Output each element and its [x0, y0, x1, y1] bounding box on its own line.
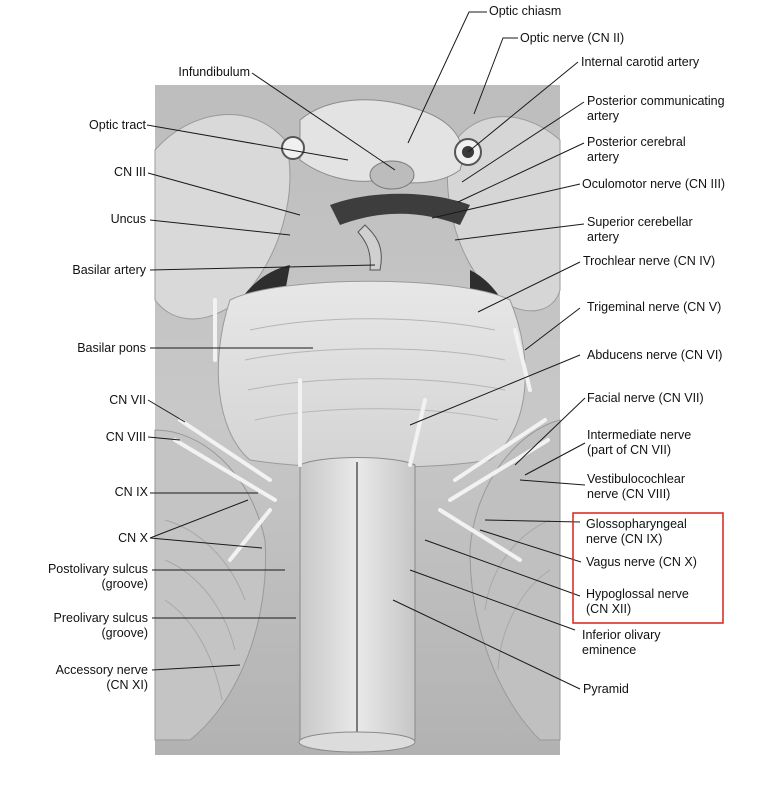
label-vagus-nerve: Vagus nerve (CN X): [586, 555, 697, 569]
leader-optic-tract: [147, 125, 348, 160]
label-trigeminal-nerve: Trigeminal nerve (CN V): [587, 300, 722, 314]
leader-vestibulocochlear-nerve: [520, 480, 585, 485]
leader-cn-viii: [148, 437, 180, 440]
leader-internal-carotid-artery: [468, 62, 578, 152]
leader-accessory-nerve: [152, 665, 240, 670]
label-preolivary-sulcus: Preolivary sulcus (groove): [53, 611, 148, 640]
label-uncus: Uncus: [110, 212, 146, 226]
label-cn-viii: CN VIII: [105, 430, 146, 444]
leader-cn-x-b: [150, 538, 262, 548]
label-optic-tract: Optic tract: [89, 118, 146, 132]
leader-superior-cerebellar-artery: [455, 224, 584, 240]
leader-intermediate-nerve: [525, 443, 585, 475]
leader-optic-chiasm: [408, 12, 487, 143]
leader-facial-nerve: [515, 398, 585, 465]
label-basilar-pons: Basilar pons: [77, 341, 146, 355]
leader-uncus: [150, 220, 290, 235]
leader-cn-iii: [148, 173, 300, 215]
leader-trigeminal-nerve: [525, 308, 580, 350]
label-inferior-olivary-eminence: Inferior olivary eminence: [582, 628, 661, 657]
label-internal-carotid-artery: Internal carotid artery: [581, 55, 700, 69]
leader-glossopharyngeal-nerve: [485, 520, 580, 522]
leader-abducens-nerve: [410, 355, 580, 425]
label-accessory-nerve: Accessory nerve (CN XI): [55, 663, 148, 692]
label-facial-nerve: Facial nerve (CN VII): [587, 391, 704, 405]
leader-trochlear-nerve: [478, 262, 580, 312]
label-posterior-cerebral-artery: Posterior cerebral artery: [587, 135, 686, 164]
label-optic-nerve: Optic nerve (CN II): [520, 31, 625, 45]
label-intermediate-nerve: Intermediate nerve (part of CN VII): [587, 428, 692, 457]
label-vestibulocochlear-nerve: Vestibulocochlear nerve (CN VIII): [587, 472, 685, 501]
leader-oculomotor-nerve: [432, 184, 580, 218]
label-abducens-nerve: Abducens nerve (CN VI): [587, 348, 723, 362]
label-cn-vii: CN VII: [109, 393, 146, 407]
label-cn-ix: CN IX: [114, 485, 148, 499]
label-optic-chiasm: Optic chiasm: [489, 4, 562, 18]
leader-vagus-nerve: [480, 530, 581, 562]
label-cn-iii: CN III: [114, 165, 146, 179]
leader-optic-nerve: [474, 38, 518, 114]
label-cn-x: CN X: [118, 531, 148, 545]
label-postolivary-sulcus: Postolivary sulcus (groove): [47, 562, 148, 591]
leader-pyramid: [393, 600, 580, 689]
label-hypoglossal-nerve: Hypoglossal nerve (CN XII): [586, 587, 689, 616]
label-glossopharyngeal-nerve: Glossopharyngeal nerve (CN IX): [586, 517, 687, 546]
leader-hypoglossal-nerve: [425, 540, 580, 596]
leader-cn-vii: [148, 400, 185, 422]
label-oculomotor-nerve: Oculomotor nerve (CN III): [582, 177, 726, 191]
label-basilar-artery: Basilar artery: [72, 263, 146, 277]
label-pyramid: Pyramid: [583, 682, 629, 696]
label-trochlear-nerve: Trochlear nerve (CN IV): [583, 254, 716, 268]
label-posterior-communicating-artery: Posterior communicating artery: [587, 94, 725, 123]
leader-inferior-olivary-eminence: [410, 570, 575, 630]
leader-basilar-artery: [150, 265, 375, 270]
label-superior-cerebellar-artery: Superior cerebellar artery: [587, 215, 693, 244]
label-infundibulum: Infundibulum: [178, 65, 250, 79]
leader-cn-x-a: [150, 500, 248, 538]
